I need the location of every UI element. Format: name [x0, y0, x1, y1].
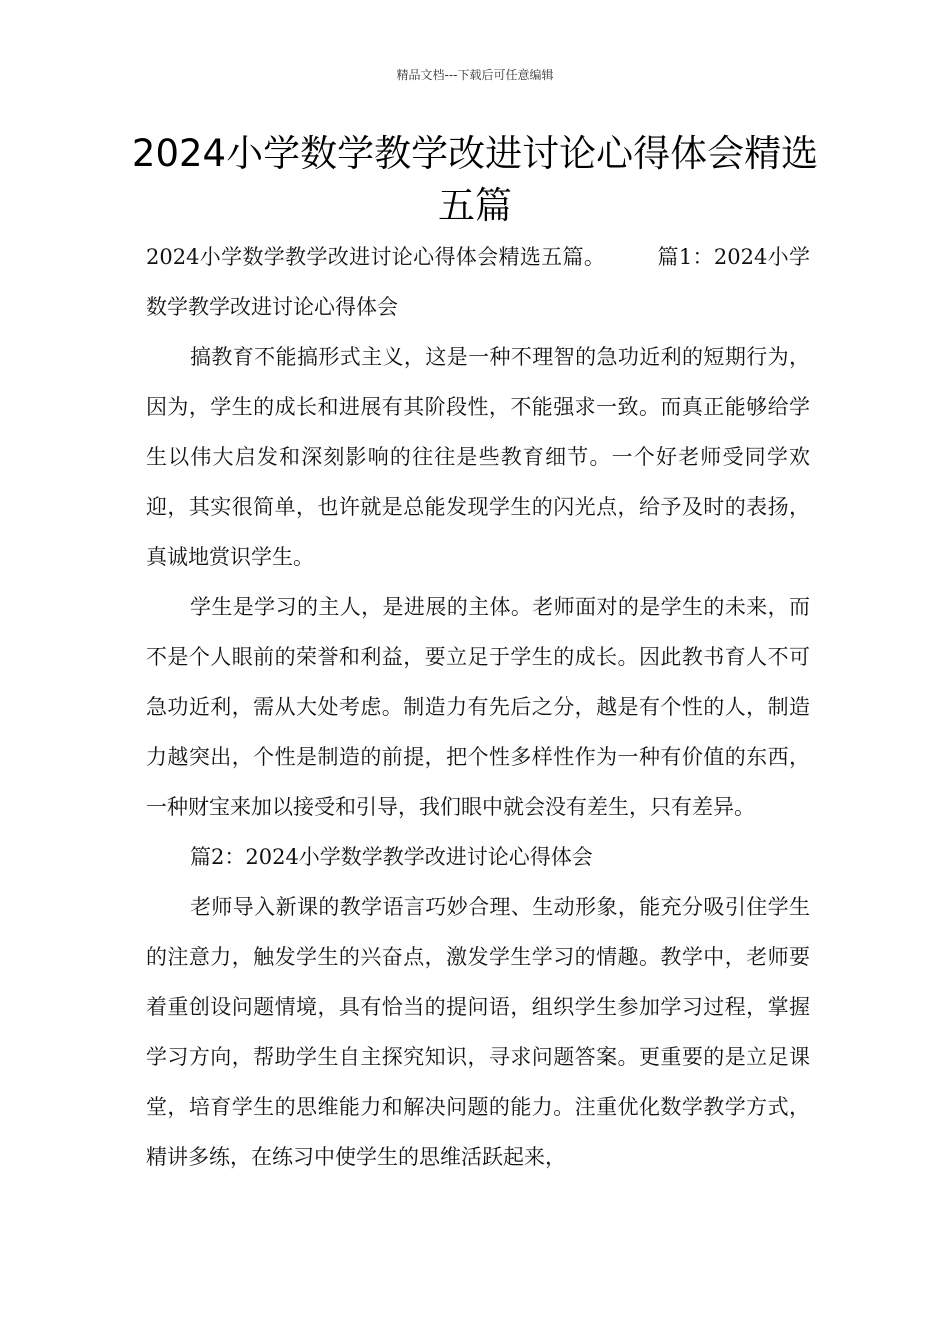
section1-heading: 篇1：2024小学数学教学改进讨论心得体会 — [146, 245, 810, 319]
section2-heading: 篇2：2024小学数学教学改进讨论心得体会 — [190, 845, 593, 869]
paragraph: 老师导入新课的教学语言巧妙合理、生动形象，能充分吸引住学生的注意力，触发学生的兴奋点，激发学生学习的情趣。教学中，老师要着重创设问题情境，具有恰当的提问语，组织学生参加学习过程，掌握学习方向，帮助学生自主探究知识，寻求问题答案。更重要的是立足课堂，培育学生的思维能力和解决问题的能力。注重优化数学教学方式，精讲多练，在练习中使学生的思维活跃起来， — [146, 895, 810, 1169]
header-note: 精品文档---下载后可任意编辑 — [396, 68, 554, 82]
document-body — [146, 232, 810, 1182]
intro-text: 2024小学数学教学改进讨论心得体会精选五篇。 — [146, 245, 606, 269]
intro-line — [146, 232, 810, 332]
paragraph: 学生是学习的主人，是进展的主体。老师面对的是学生的未来，而不是个人眼前的荣誉和利益，要立足于学生的成长。因此教书育人不可急功近利，需从大处考虑。制造力有先后之分，越是有个性的人，制造力越突出，个性是制造的前提，把个性多样性作为一种有价值的东西，一种财宝来加以接受和引导，我们眼中就会没有差生，只有差异。 — [146, 595, 810, 819]
paragraph: 搞教育不能搞形式主义，这是一种不理智的急功近利的短期行为，因为，学生的成长和进展有其阶段性，不能强求一致。而真正能够给学生以伟大启发和深刻影响的往往是些教育细节。一个好老师受同学欢迎，其实很简单，也许就是总能发现学生的闪光点，给予及时的表扬，真诚地赏识学生。 — [146, 345, 810, 569]
document-title: 2024小学数学教学改进讨论心得体会精选五篇 — [131, 132, 819, 227]
